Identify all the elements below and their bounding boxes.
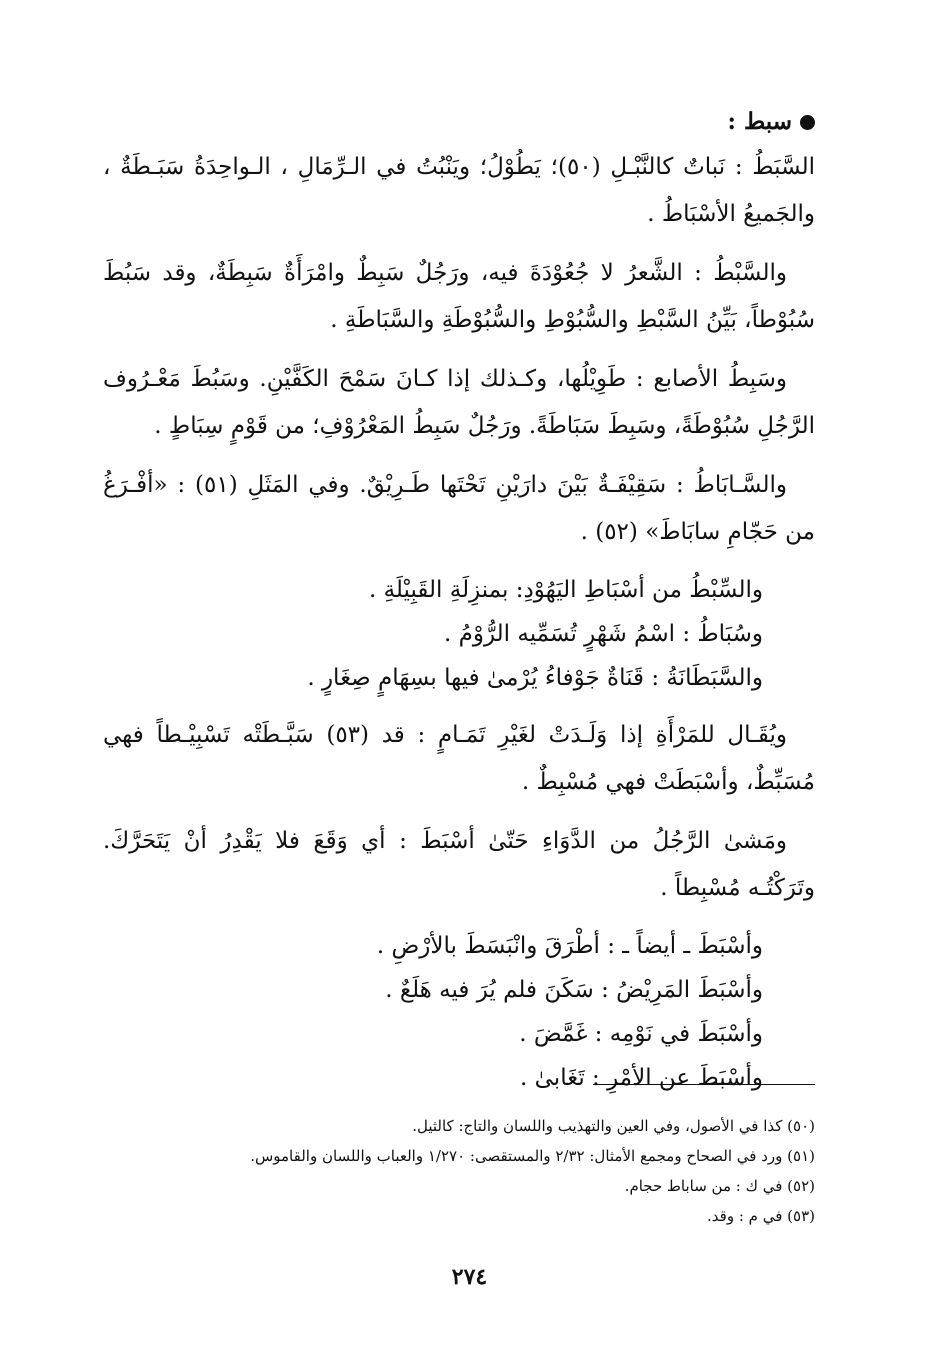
footnote: (٥٣) في م : وقد. [707,1207,815,1225]
definition-line: وأسْبَطَ ـ أيضاً ـ : أطْرَقَ وانْبَسَطَ بالأرْضِ . [376,933,763,959]
paragraph-sabit-fingers: وسَبِطُ الأصابع : طَوِيْلُها، وكـذلك إذا كـانَ سَمْحَ الكَفَّيْنِ. وسَبُطَ مَعْـرُوف الرَّجُلِ سُبُوْطَةً، وسَبِطَ سَبَاطَةً. ورَجُلٌ سَبِطُ المَعْرُوْفِ؛ من قَوْمٍ سِبَاطٍ . [103,366,815,439]
entry-heading [103,100,815,144]
bullet-icon [800,115,815,130]
paragraph-sabat-arcade: والسَّـابَاطُ : سَقِيْفَـةٌ بَيْنَ دارَيْنِ تَحْتَها طَـرِيْقٌ. وفي المَثَلِ (٥١) : «أفْـرَغُ من حَجّامِ سابَاطَ» (٥٢) . [103,472,815,545]
footnote: (٥٢) في ك : من ساباط حجام. [624,1177,815,1195]
footnotes [103,1111,815,1231]
footnote: (٥٠) كذا في الأصول، وفي العين والتهذيب واللسان والتاج: كالثيل. [412,1117,815,1135]
definition-line: وسُبَاطُ : اسْمُ شَهْرٍ تُسَمِّيه الرُّوْمُ . [444,621,763,647]
entry-body [103,100,815,1112]
definition-line: وأسْبَطَ عن الأمْرِ : تَغَابىٰ . [520,1065,763,1091]
definition-list-a [103,568,815,700]
definition-line: والسِّبْطُ من أسْبَاطِ اليَهُوْدِ: بمنزِلَةِ القَبِيْلَةِ . [368,577,763,603]
entry-heading-text: سبط : [727,108,792,135]
definition-line: وأسْبَطَ المَرِيْضُ : سَكَنَ فلم يُرَ فيه هَلَعٌ . [385,977,763,1003]
footnote-divider [593,1084,815,1085]
definition-list-b [103,924,815,1100]
paragraph-sabat-plant: السَّبَطُ : نَباتٌ كالنَّبْـلِ (٥٠)؛ يَطُوْلُ؛ ويَنْبُتُ في الـرِّمَالِ ، الـواحِدَةُ سَبَـطَةٌ ، والجَميعُ الأسْبَاطُ . [103,154,815,227]
page-number: ٢٧٤ [451,1264,488,1290]
footnote: (٥١) ورد في الصحاح ومجمع الأمثال: ٢/٣٢ والمستقصى: ١/٢٧٠ والعباب واللسان والقاموس. [250,1147,815,1165]
definition-line: وأسْبَطَ في نَوْمِه : غَمَّضَ . [519,1021,763,1047]
paragraph-woman-birth: ويُقَـال للمَرْأَةِ إذا وَلَـدَتْ لغَيْرِ تَمَـامٍ : قد (٥٣) سَبَّـطَتْه تَسْبِيْـطاً فهي مُسَبِّطٌ، وأسْبَطَتْ فهي مُسْبِطٌ . [103,722,815,795]
paragraph-sabt-hair: والسَّبْطُ : الشَّعرُ لا جُعُوْدَةَ فيه، ورَجُلٌ سَبِطٌ وامْرَأَةٌ سَبِطَةٌ، وقد سَبُطَ سُبُوْطاً، بَيِّنُ السَّبْطِ والسُّبُوْطِ والسُّبُوْطَةِ والسَّبَاطَةِ . [103,260,815,333]
definition-line: والسَّبَطَانَةُ : قَنَاةٌ جَوْفاءُ يُرْمىٰ فيها بسِهَامٍ صِغَارٍ . [307,665,763,691]
paragraph-man-medicine: ومَشىٰ الرَّجُلُ من الدَّوَاءِ حَتّىٰ أسْبَطَ : أي وَقَعَ فلا يَقْدِرُ أنْ يَتَحَرَّكَ. وتَرَكْتُـه مُسْبِطاً . [103,828,815,901]
